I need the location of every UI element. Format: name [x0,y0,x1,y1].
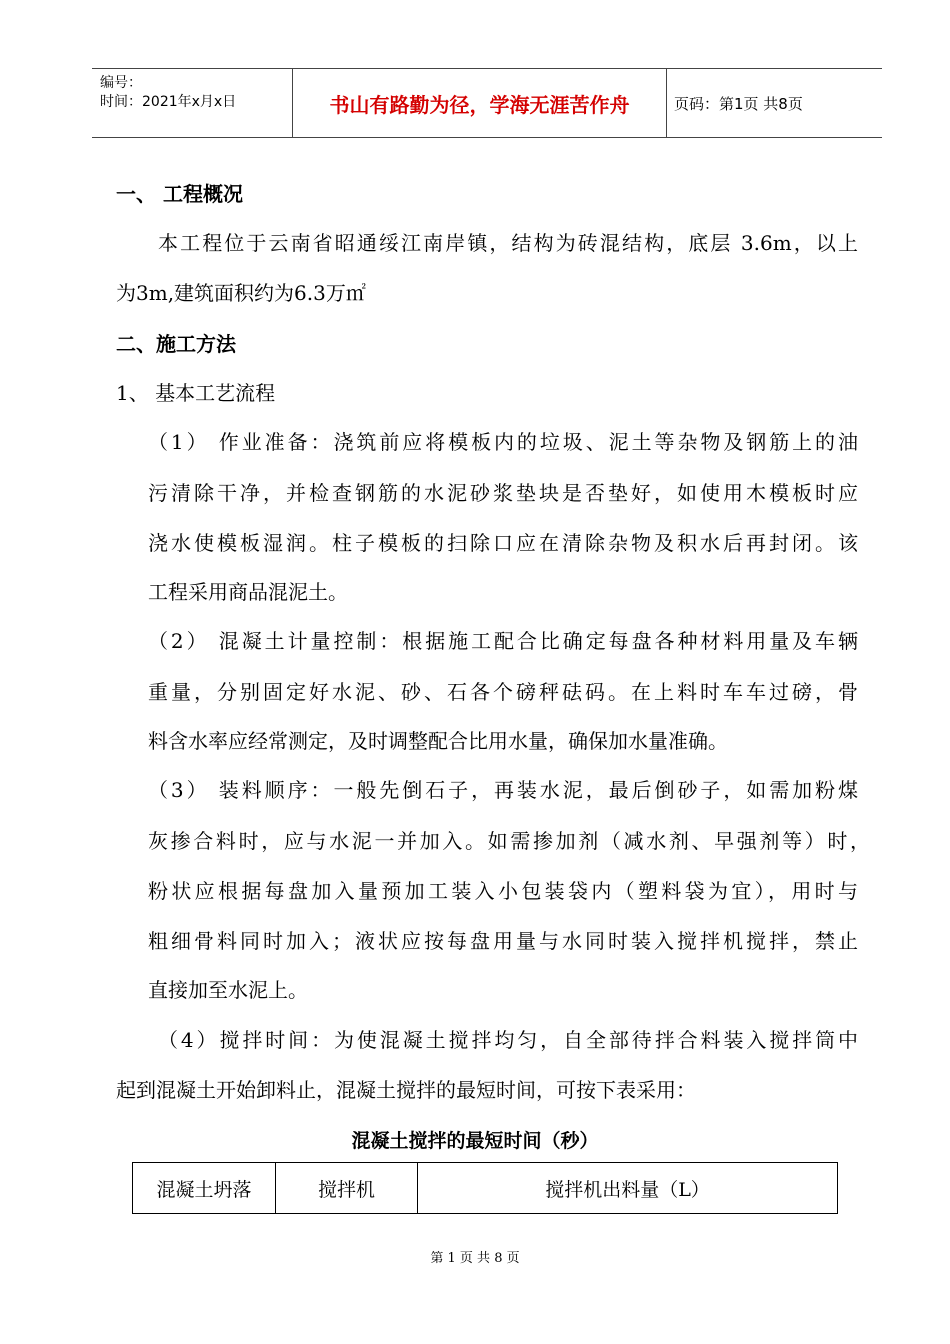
item3-line2: 灰掺合料时，应与水泥一并加入。如需掺加剂（减水剂、早强剂等）时， [148,829,870,853]
table-header-row [133,1163,838,1214]
section1-paragraph-line1: 本工程位于云南省昭通绥江南岸镇，结构为砖混结构，底层 3.6m，以上 [158,231,858,255]
item2-line3: 料含水率应经常测定，及时调整配合比用水量，确保加水量准确。 [148,729,728,753]
section2-heading: 二、施工方法 [116,332,236,356]
item1-line1: （1） 作业准备：浇筑前应将模板内的垃圾、泥土等杂物及钢筋上的油 [148,430,858,454]
item1-line4: 工程采用商品混泥土。 [148,580,348,604]
header-motto: 书山有路勤为径，学海无涯苦作舟 [292,69,667,137]
table-header-cell: 搅拌机 [276,1163,418,1214]
header-page-label: 页码：第1页 共8页 [674,94,803,113]
mixing-time-table [132,1162,838,1214]
item3-line5: 直接加至水泥上。 [148,978,308,1002]
document-time-label: 时间：2021年x月x日 [100,94,237,110]
item4-line2: 起到混凝土开始卸料止，混凝土搅拌的最短时间，可按下表采用： [116,1078,696,1102]
item3-line1: （3） 装料顺序：一般先倒石子，再装水泥，最后倒砂子，如需加粉煤 [148,778,858,802]
item1-line3: 浇水使模板湿润。柱子模板的扫除口应在清除杂物及积水后再封闭。该 [148,531,858,555]
subsection-heading: 1、 基本工艺流程 [116,381,276,405]
page-footer: 第 1 页 共 8 页 [430,1251,520,1266]
document-header [92,68,882,138]
item3-line4: 粗细骨料同时加入；液状应按每盘用量与水同时装入搅拌机搅拌，禁止 [148,929,858,953]
section1-paragraph-line2: 为3m,建筑面积约为6.3万㎡ [116,281,366,305]
item2-line1: （2） 混凝土计量控制：根据施工配合比确定每盘各种材料用量及车辆 [148,629,858,653]
document-number-label: 编号： [100,75,142,91]
table-header-cell: 混凝土坍落 [133,1163,276,1214]
table-header-cell: 搅拌机出料量（L） [418,1163,838,1214]
item4-line1: （4）搅拌时间：为使混凝土搅拌均匀，自全部待拌合料装入搅拌筒中 [158,1028,858,1052]
item2-line2: 重量，分别固定好水泥、砂、石各个磅秤砝码。在上料时车车过磅，骨 [148,680,858,704]
section1-heading: 一、 工程概况 [116,182,243,206]
item1-line2: 污清除干净，并检查钢筋的水泥砂浆垫块是否垫好，如使用木模板时应 [148,481,858,505]
table-caption: 混凝土搅拌的最短时间（秒） [351,1130,599,1152]
header-meta-cell [92,69,292,137]
item3-line3: 粉状应根据每盘加入量预加工装入小包装袋内（塑料袋为宜），用时与 [148,879,858,903]
